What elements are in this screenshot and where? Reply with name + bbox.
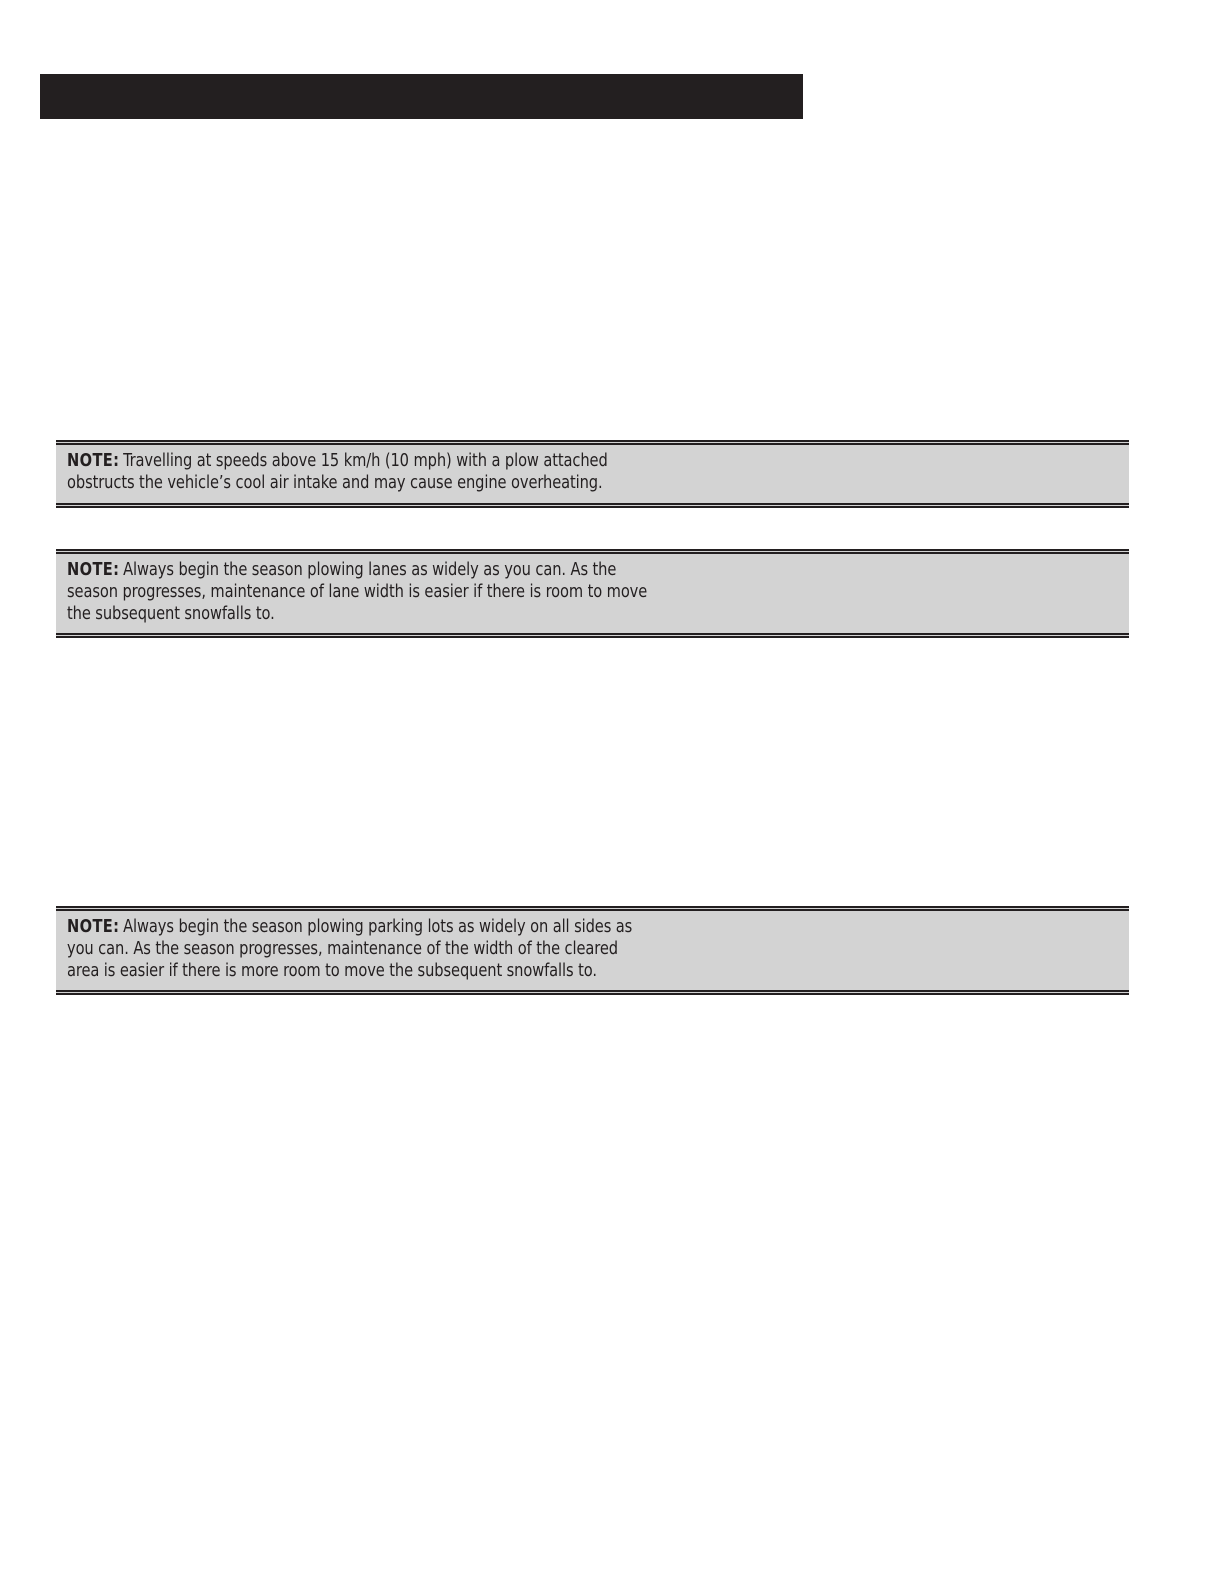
note-text — [67, 559, 737, 625]
note-line — [67, 916, 737, 938]
note-box-lane-width — [56, 549, 1129, 638]
note-line-text: area is easier if there is more room to move the subsequent snowfalls to. — [67, 961, 597, 981]
note-line-text: Travelling at speeds above 15 km/h (10 mph) with a plow attached — [123, 451, 608, 471]
note-label: NOTE: — [67, 917, 120, 937]
note-label: NOTE: — [67, 560, 120, 580]
note-line-text: obstructs the vehicle’s cool air intake and may cause engine overheating. — [67, 473, 603, 493]
note-box-plow-speed — [56, 440, 1129, 508]
note-box-parking-lots — [56, 906, 1129, 995]
note-line-text: the subsequent snowfalls to. — [67, 604, 275, 624]
note-text — [67, 450, 737, 494]
note-text — [67, 916, 737, 982]
note-line-text: season progresses, maintenance of lane width is easier if there is room to move — [67, 582, 648, 602]
note-line — [67, 559, 737, 581]
note-line-text: you can. As the season progresses, maintenance of the width of the cleared — [67, 939, 618, 959]
note-label: NOTE: — [67, 451, 120, 471]
note-line-text: Always begin the season plowing parking lots as widely on all sides as — [123, 917, 633, 937]
note-line — [67, 450, 737, 472]
section-header-bar — [40, 74, 803, 119]
note-line-text: Always begin the season plowing lanes as widely as you can. As the — [123, 560, 617, 580]
